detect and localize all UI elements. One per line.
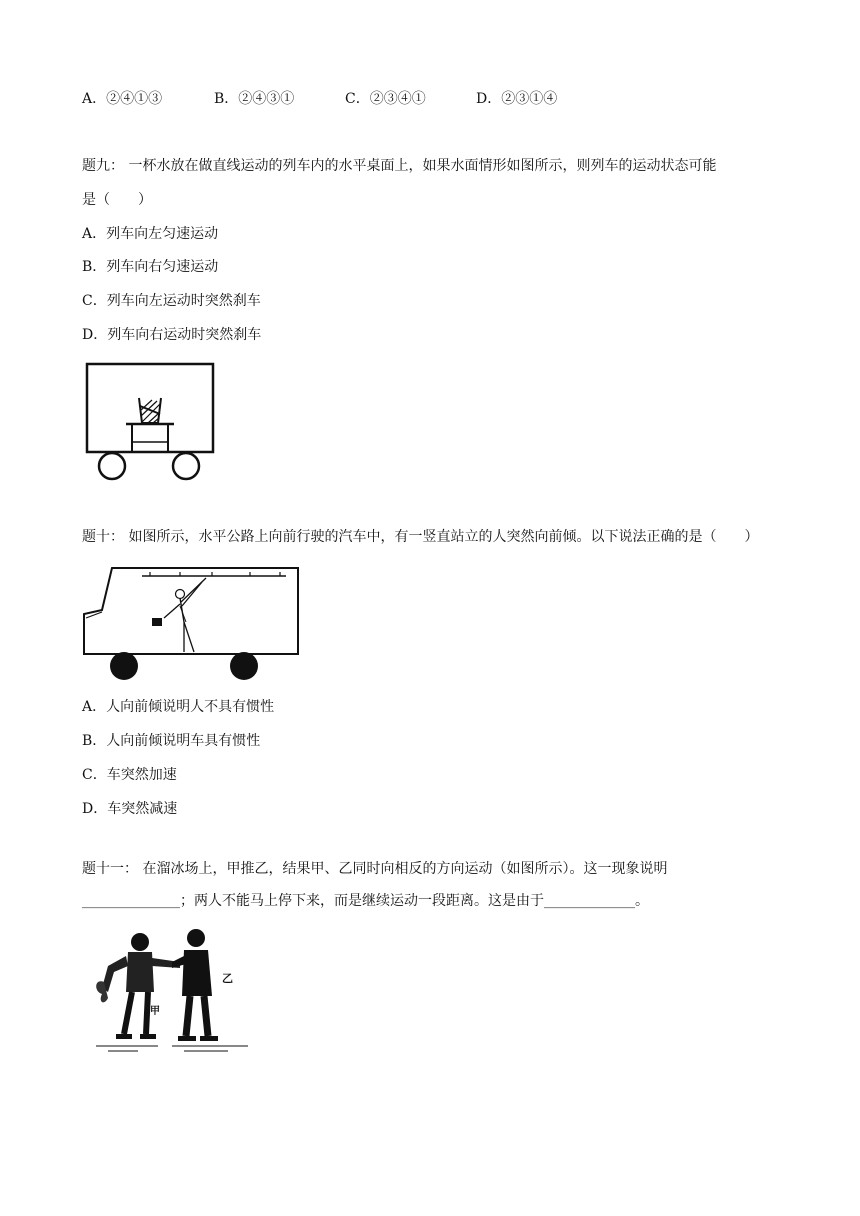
- q8-option-a: A．②④①③: [82, 91, 163, 107]
- q10-option-b: B．人向前倾说明车具有惯性: [82, 733, 261, 749]
- q11-stem-line1: 题十一： 在溜冰场上，甲推乙，结果甲、乙同时向相反的方向运动（如图所示）。这一现象说明: [82, 861, 668, 877]
- bus-figure: [80, 562, 302, 682]
- q8-option-c: C．②③④①: [345, 91, 426, 107]
- q10-option-d: D．车突然减速: [82, 801, 178, 817]
- q9-stem-line2: 是（ ）: [82, 192, 152, 208]
- q8-option-d: D．②③①④: [476, 91, 558, 107]
- q9-option-d: D．列车向右运动时突然刹车: [82, 327, 262, 343]
- q10-stem: 题十： 如图所示，水平公路上向前行驶的汽车中，有一竖直站立的人突然向前倾。以下说法正确的是（ ）: [82, 529, 759, 545]
- q9-stem-line1: 题九： 一杯水放在做直线运动的列车内的水平桌面上，如果水面情形如图所示，则列车的运动状态可能: [82, 158, 717, 174]
- q10-option-c: C．车突然加速: [82, 767, 177, 783]
- q10-option-a: A．人向前倾说明人不具有惯性: [82, 699, 275, 715]
- train-figure: [82, 362, 218, 482]
- q11-period: 。: [635, 893, 649, 909]
- label-jia: 甲: [150, 1006, 160, 1017]
- q9-option-a: A．列车向左匀速运动: [82, 226, 219, 242]
- q8-option-b: B．②④③①: [214, 91, 295, 107]
- q9-option-b: B．列车向右匀速运动: [82, 259, 219, 275]
- q11-blank-2[interactable]: _____________: [544, 893, 635, 909]
- q9-option-c: C．列车向左运动时突然刹车: [82, 293, 261, 309]
- skaters-figure: [88, 922, 264, 1056]
- label-yi: 乙: [222, 972, 233, 985]
- q11-blank-1-and-text: ______________；两人不能马上停下来，而是继续运动一段距离。这是由于: [82, 893, 544, 909]
- q11-stem-line2: [82, 891, 649, 911]
